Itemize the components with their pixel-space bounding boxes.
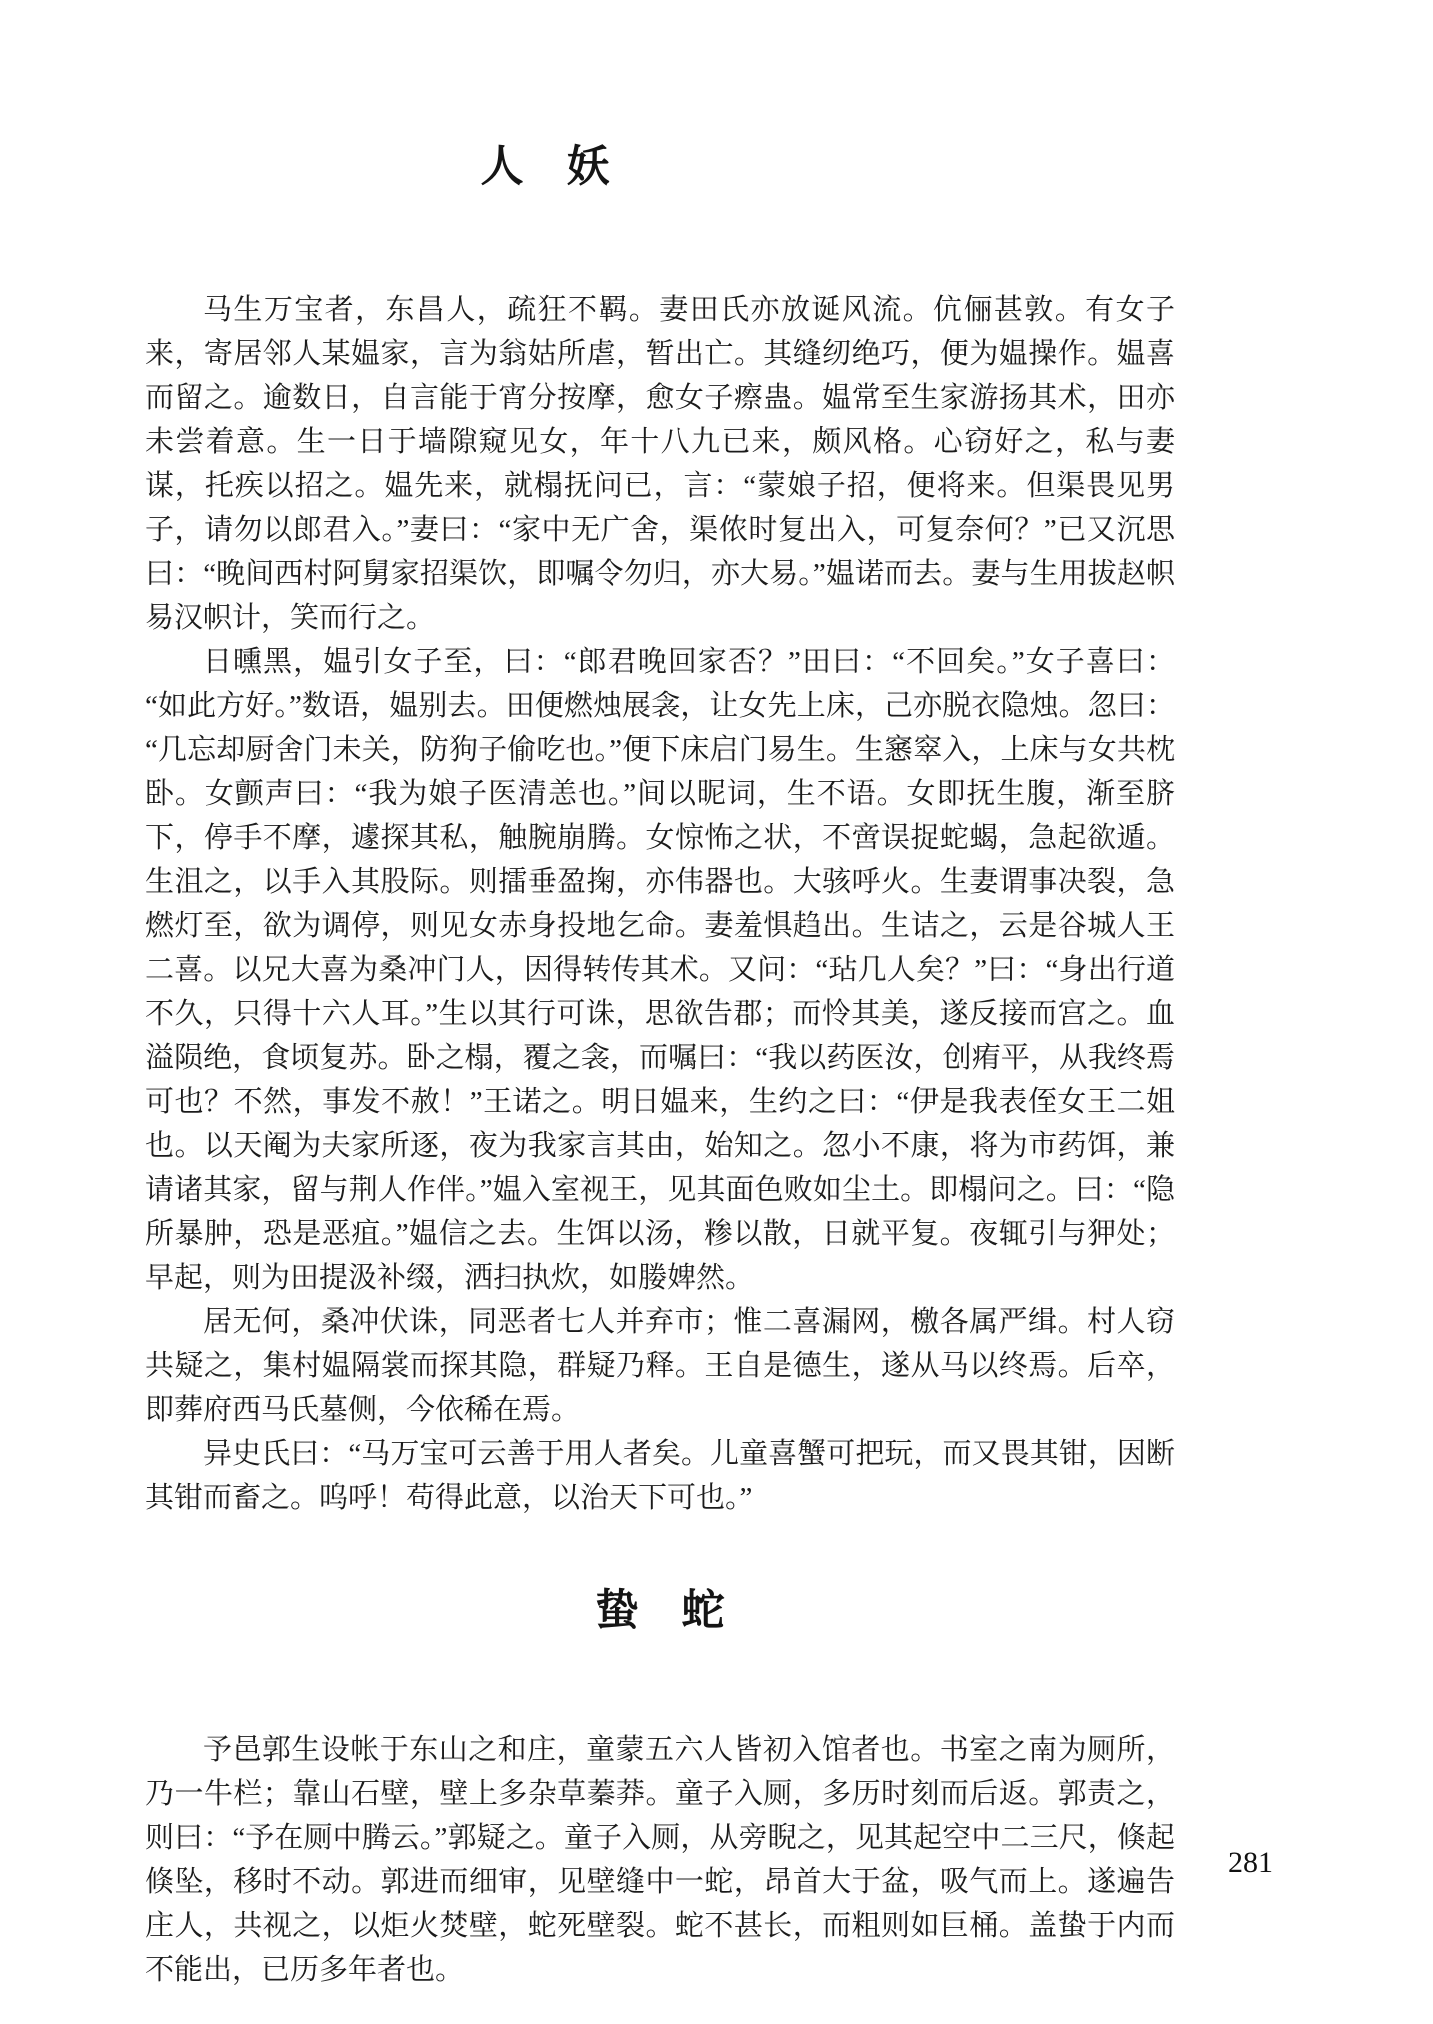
story-title-renyao: 人 妖	[480, 143, 610, 191]
story1-paragraph-2: 日曛黑，媪引女子至，曰：“郎君晚回家否？”田曰：“不回矣。”女子喜曰：“如此方好。”数语，媪别去。田便燃烛展衾，让女先上床，己亦脱衣隐烛。忽曰：“几忘却厨舍门未关，防狗子偷吃也。”便下床启门易生。生窸窣入，上床与女共枕卧。女颤声曰：“我为娘子医清恙也。”间以昵词，生不语。女即抚生腹，渐至脐下，停手不摩，遽探其私，触腕崩腾。女惊怖之状，不啻误捉蛇蝎，急起欲遁。生沮之，以手入其股际。则擂垂盈掬，亦伟器也。大骇呼火。生妻谓事决裂，急燃灯至，欲为调停，则见女赤身投地乞命。妻羞惧趋出。生诘之，云是谷城人王二喜。以兄大喜为桑冲门人，因得转传其术。又问：“玷几人矣？”曰：“身出行道不久，只得十六人耳。”生以其行可诛，思欲告郡；而怜其美，遂反接而宫之。血溢陨绝，食顷复苏。卧之榻，覆之衾，而嘱曰：“我以药医汝，创痏平，从我终焉可也？不然，事发不赦！”王诺之。明日媪来，生约之曰：“伊是我表侄女王二姐也。以天阉为夫家所逐，夜为我家言其由，始知之。忽小不康，将为市药饵，兼请诸其家，留与荆人作伴。”媪入室视王，见其面色败如尘土。即榻问之。曰：“隐所暴肿，恐是恶疽。”媪信之去。生饵以汤，糁以散，日就平复。夜辄引与狎处；早起，则为田提汲补缀，洒扫执炊，如媵婢然。	[145, 646, 1175, 1294]
story1-paragraph-1: 马生万宝者，东昌人，疏狂不羁。妻田氏亦放诞风流。伉俪甚敦。有女子来，寄居邻人某媪家，言为翁姑所虐，暂出亡。其缝纫绝巧，便为媪操作。媪喜而留之。逾数日，自言能于宵分按摩，愈女子瘵蛊。媪常至生家游扬其术，田亦未尝着意。生一日于墙隙窥见女，年十八九已来，颇风格。心窃好之，私与妻谋，托疾以招之。媪先来，就榻抚问已，言：“蒙娘子招，便将来。但渠畏见男子，请勿以郎君入。”妻曰：“家中无广舍，渠侬时复出入，可复奈何？”已又沉思曰：“晚间西村阿舅家招渠饮，即嘱令勿归，亦大易。”媪诺而去。妻与生用拔赵帜易汉帜计，笑而行之。	[145, 294, 1175, 634]
page-number: 281	[1228, 1846, 1273, 1879]
story-title-zheshe: 蛰 蛇	[595, 1587, 725, 1635]
story1-paragraph-4: 异史氏曰：“马万宝可云善于用人者矣。儿童喜蟹可把玩，而又畏其钳，因断其钳而畜之。呜呼！苟得此意，以治天下可也。”	[145, 1438, 1175, 1514]
story1-paragraph-3: 居无何，桑冲伏诛，同恶者七人并弃市；惟二喜漏网，檄各属严缉。村人窃共疑之，集村媪隔裳而探其隐，群疑乃释。王自是德生，遂从马以终焉。后卒，即葬府西马氏墓侧，今依稀在焉。	[145, 1306, 1175, 1426]
story2-paragraph-1: 予邑郭生设帐于东山之和庄，童蒙五六人皆初入馆者也。书室之南为厕所，乃一牛栏；靠山石壁，壁上多杂草蓁莽。童子入厕，多历时刻而后返。郭责之，则曰：“予在厕中腾云。”郭疑之。童子入厕，从旁睨之，见其起空中二三尺，倏起倏坠，移时不动。郭进而细审，见壁缝中一蛇，昂首大于盆，吸气而上。遂遍告庄人，共视之，以炬火焚壁，蛇死壁裂。蛇不甚长，而粗则如巨桶。盖蛰于内而不能出，已历多年者也。	[145, 1734, 1175, 1986]
